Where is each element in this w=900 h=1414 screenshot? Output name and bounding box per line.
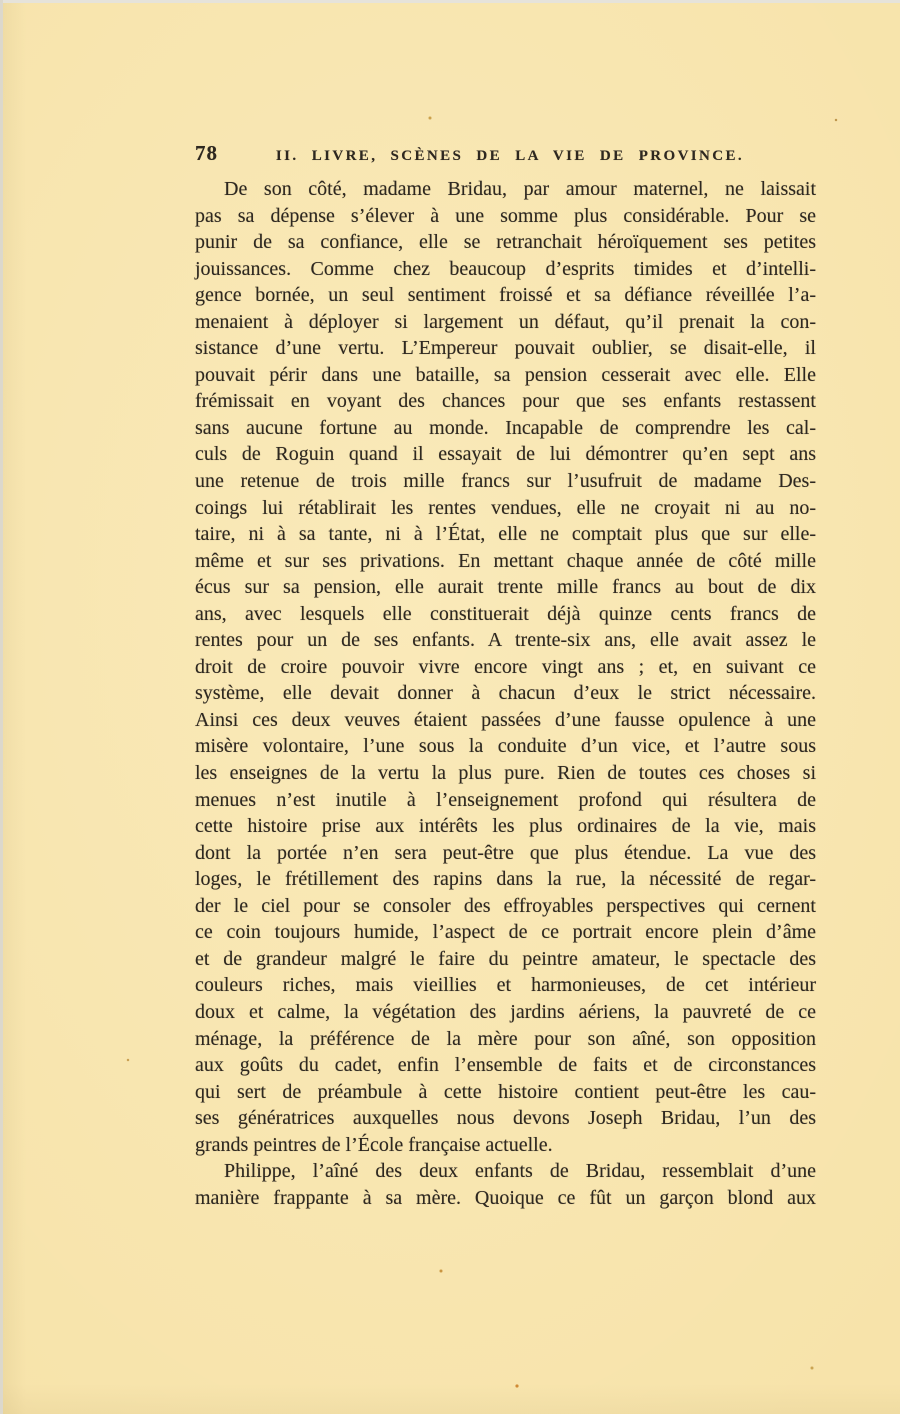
text-line: taire, ni à sa tante, ni à l’État, elle ne comptait plus que sur elle- [195,523,816,546]
text-line: coings lui rétablirait les rentes vendues, elle ne croyait ni au no- [195,496,816,519]
text-line: ce coin toujours humide, l’aspect de ce portrait encore plein d’âme [195,921,816,944]
scan-edge-left [0,0,3,1414]
text-line: ans, avec lesquels elle constituerait déjà quinze cents francs de [195,602,816,625]
text-line: gence bornée, un seul sentiment froissé et sa défiance réveillée l’a- [195,284,816,307]
text-line: droit de croire pouvoir vivre encore vingt ans ; et, en suivant ce [195,655,816,678]
text-line: qui sert de préambule à cette histoire contient peut-être les cau- [195,1080,816,1103]
text-line: cette histoire prise aux intérêts les plus ordinaires de la vie, mais [195,815,816,838]
text-line: sans aucune fortune au monde. Incapable de comprendre les cal- [195,416,816,439]
scan-edge-top [0,0,900,3]
page-content [195,141,816,1211]
text-line: aux goûts du cadet, enfin l’ensemble de faits et de circonstances [195,1054,816,1077]
text-line: grands peintres de l’École française actuelle. [195,1133,553,1156]
text-line: dont la portée n’en sera peut-être que plus étendue. La vue des [195,841,816,864]
text-line: De son côté, madame Bridau, par amour maternel, ne laissait [224,178,816,200]
text-line: ses génératrices auxquelles nous devons Joseph Bridau, l’un des [195,1107,816,1130]
text-line: sistance d’une vertu. L’Empereur pouvait oublier, se disait-elle, il [195,337,816,360]
text-line: rentes pour un de ses enfants. A trente-six ans, elle avait assez le [195,629,816,652]
text-line: système, elle devait donner à chacun d’eux le strict nécessaire. [195,682,816,705]
page-number: 78 [195,141,218,165]
text-line: Ainsi ces deux veuves étaient passées d’une fausse opulence à une [195,708,816,731]
text-line: punir de sa confiance, elle se retranchait héroïquement ses petites [195,231,816,254]
running-title: II. LIVRE, SCÈNES DE LA VIE DE PROVINCE. [275,148,745,164]
text-line: ménage, la préférence de la mère pour son aîné, son opposition [195,1027,816,1050]
text-line: Philippe, l’aîné des deux enfants de Bridau, ressemblait d’une [224,1160,816,1183]
text-line: pouvait périr dans une bataille, sa pension cesserait avec elle. Elle [195,363,816,386]
text-line: doux et calme, la végétation des jardins aériens, la pauvreté de ce [195,1000,816,1023]
text-line: et de grandeur malgré le faire du peintre amateur, le spectacle des [195,947,816,970]
text-line: loges, le frétillement des rapins dans la rue, la nécessité de regar- [195,868,816,891]
text-line: menues n’est inutile à l’enseignement profond qui résultera de [195,788,816,811]
text-line: menaient à déployer si largement un défaut, qu’il prenait la con- [195,310,816,333]
text-line: une retenue de trois mille francs sur l’usufruit de madame Des- [195,470,816,493]
text-line: couleurs riches, mais vieillies et harmonieuses, de cet intérieur [195,974,816,997]
text-line: même et sur ses privations. En mettant chaque année de côté mille [195,549,816,572]
text-line: misère volontaire, l’une sous la conduite d’un vice, et l’autre sous [195,735,816,758]
text-line: jouissances. Comme chez beaucoup d’esprits timides et d’intelli- [195,257,816,280]
text-line: frémissait en voyant des chances pour que ses enfants restassent [195,390,816,413]
text-line: culs de Roguin quand il essayait de lui démontrer qu’en sept ans [195,443,816,466]
text-line: manière frappante à sa mère. Quoique ce fût un garçon blond aux [195,1186,816,1209]
text-line: pas sa dépense s’élever à une somme plus considérable. Pour se [195,204,816,227]
page-header [195,141,816,168]
text-line: écus sur sa pension, elle aurait trente mille francs au bout de dix [195,576,816,599]
text-line: der le ciel pour se consoler des effroyables perspectives qui cernent [195,894,816,917]
page-text [195,176,816,1211]
text-line: les enseignes de la vertu la plus pure. Rien de toutes ces choses si [195,762,816,785]
